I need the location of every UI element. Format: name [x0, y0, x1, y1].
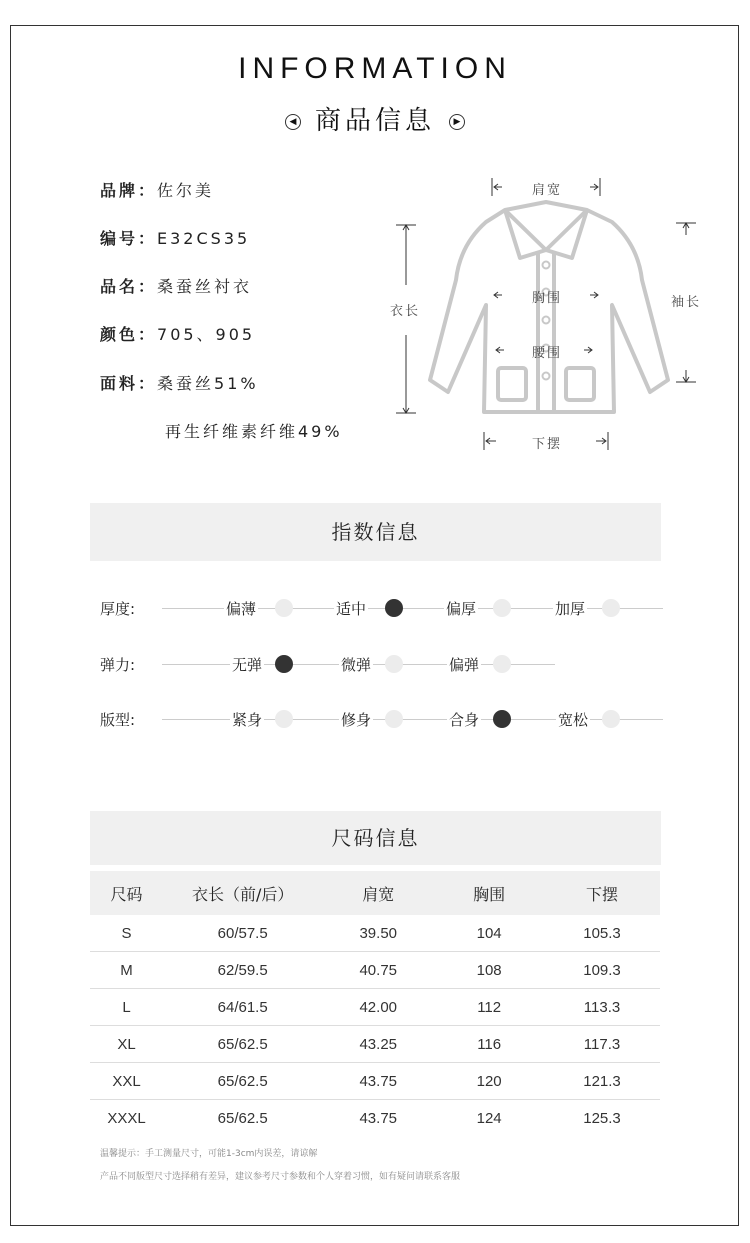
- dot-slim[interactable]: [385, 710, 403, 728]
- option-thin[interactable]: 偏薄: [226, 600, 257, 618]
- cell-size: XXXL: [107, 1109, 146, 1127]
- dot-tight[interactable]: [275, 710, 293, 728]
- left-arrow-icon: ◀: [285, 114, 301, 130]
- page-subtitle: [0, 100, 750, 137]
- cell-shoulder: 43.75: [359, 1109, 398, 1127]
- subtitle-text: 商品信息: [314, 106, 435, 136]
- cell-hem: 105.3: [544, 915, 660, 952]
- info-name: 品名：桑蚕丝衬衣: [100, 277, 253, 296]
- cell-length: 64/61.5: [163, 989, 322, 1026]
- label-length: 衣长: [390, 304, 421, 319]
- option-slim[interactable]: 修身: [341, 711, 372, 729]
- cell-hem: 125.3: [583, 1109, 621, 1127]
- cell-length: 65/62.5: [163, 1026, 322, 1063]
- cell-hem: 117.3: [544, 1026, 660, 1063]
- dot-loose[interactable]: [602, 710, 620, 728]
- dot-no-stretch[interactable]: [275, 655, 293, 673]
- cell-chest: 116: [434, 1026, 544, 1063]
- info-brand: 品牌：佐尔美: [100, 181, 215, 200]
- info-fabric-2: 再生纤维素纤维49%: [165, 422, 343, 441]
- cell-shoulder: 42.00: [322, 989, 434, 1026]
- thickness-label: 厚度:: [100, 600, 136, 618]
- elasticity-row: [100, 654, 663, 674]
- label-hem: 下摆: [532, 437, 563, 452]
- table-row: [90, 1063, 660, 1100]
- label-waist: 腰围: [532, 346, 563, 361]
- cell-chest: 124: [476, 1109, 502, 1127]
- cell-size: L: [90, 989, 163, 1026]
- label-chest: 胸围: [532, 291, 563, 306]
- dot-thick[interactable]: [493, 599, 511, 617]
- cell-length: 62/59.5: [163, 952, 322, 989]
- cell-size: S: [90, 915, 163, 952]
- label-sleeve: 袖长: [671, 295, 702, 310]
- page-title: INFORMATION: [238, 52, 512, 85]
- right-arrow-icon: ▶: [449, 114, 465, 130]
- cell-hem: 113.3: [544, 989, 660, 1026]
- col-hem: 下摆: [544, 871, 660, 915]
- option-loose[interactable]: 宽松: [558, 711, 589, 729]
- dot-medium[interactable]: [385, 599, 403, 617]
- index-section-title: 指数信息: [90, 503, 661, 561]
- col-shoulder: 肩宽: [322, 871, 434, 915]
- shirt-diagram: [380, 170, 720, 460]
- cell-size: M: [90, 952, 163, 989]
- cell-shoulder: 43.25: [322, 1026, 434, 1063]
- option-stretchy[interactable]: 偏弹: [449, 656, 480, 674]
- table-row: [90, 1026, 660, 1063]
- col-size: 尺码: [90, 871, 163, 915]
- cell-chest: 104: [434, 915, 544, 952]
- col-length: 衣长（前/后）: [163, 871, 322, 915]
- cell-length: 65/62.5: [217, 1109, 268, 1127]
- option-thick[interactable]: 偏厚: [446, 600, 477, 618]
- cell-length: 65/62.5: [163, 1063, 322, 1100]
- cell-hem: 121.3: [544, 1063, 660, 1100]
- cell-chest: 112: [434, 989, 544, 1026]
- cell-size: XXL: [90, 1063, 163, 1100]
- table-row: [90, 952, 660, 989]
- size-section-title: 尺码信息: [90, 811, 661, 865]
- option-medium[interactable]: 适中: [336, 600, 367, 618]
- table-row: [90, 915, 660, 952]
- cell-hem: 109.3: [544, 952, 660, 989]
- dot-extra-thick[interactable]: [602, 599, 620, 617]
- shirt-outline-icon: [380, 170, 720, 460]
- size-table-header: [90, 871, 660, 915]
- dot-regular[interactable]: [493, 710, 511, 728]
- cell-shoulder: 40.75: [322, 952, 434, 989]
- note-measurement: 温馨提示：手工测量尺寸，可能1-3cm内误差，请谅解: [100, 1149, 318, 1159]
- elasticity-label: 弹力:: [100, 656, 136, 674]
- info-code: 编号：E32CS35: [100, 229, 251, 248]
- label-shoulder: 肩宽: [532, 183, 563, 198]
- table-row: [90, 1100, 660, 1137]
- cell-chest: 120: [434, 1063, 544, 1100]
- fit-label: 版型:: [100, 711, 136, 729]
- option-no-stretch[interactable]: 无弹: [232, 656, 263, 674]
- info-fabric: 面料：桑蚕丝51%: [100, 374, 259, 393]
- option-regular[interactable]: 合身: [449, 711, 480, 729]
- cell-size: XL: [90, 1026, 163, 1063]
- dot-slight-stretch[interactable]: [385, 655, 403, 673]
- dot-stretchy[interactable]: [493, 655, 511, 673]
- thickness-row: [100, 598, 663, 618]
- cell-chest: 108: [434, 952, 544, 989]
- note-fit-advice: 产品不同版型尺寸选择稍有差异，建议参考尺寸参数和个人穿着习惯，如有疑问请联系客服: [100, 1172, 461, 1182]
- fit-row: [100, 709, 663, 729]
- option-tight[interactable]: 紧身: [232, 711, 263, 729]
- option-slight-stretch[interactable]: 微弹: [341, 656, 372, 674]
- cell-length: 60/57.5: [163, 915, 322, 952]
- dot-thin[interactable]: [275, 599, 293, 617]
- info-color: 颜色：705、905: [100, 325, 256, 344]
- cell-shoulder: 39.50: [322, 915, 434, 952]
- col-chest: 胸围: [434, 871, 544, 915]
- option-extra-thick[interactable]: 加厚: [555, 600, 586, 618]
- size-table: [90, 871, 660, 1136]
- cell-shoulder: 43.75: [322, 1063, 434, 1100]
- table-row: [90, 989, 660, 1026]
